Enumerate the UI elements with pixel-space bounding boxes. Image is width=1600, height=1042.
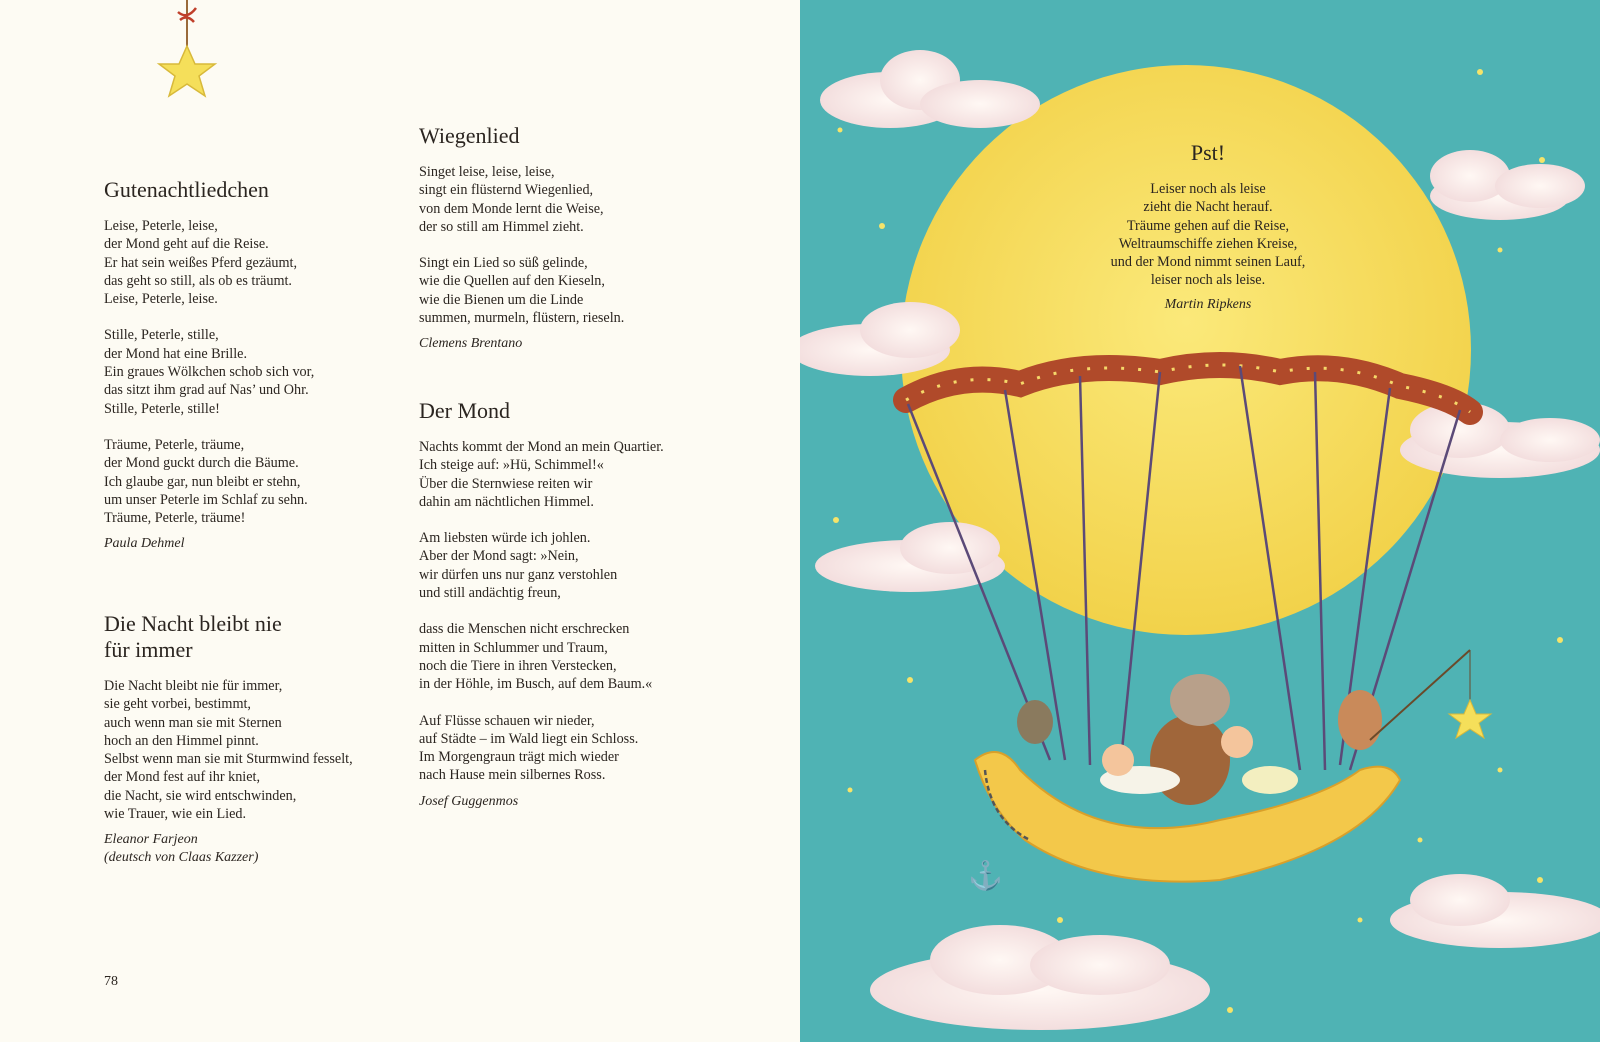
verse-line: wie die Quellen auf den Kieseln, [419, 273, 605, 290]
verse-line: das geht so still, als ob es träumt. [104, 272, 292, 289]
stanza [419, 254, 739, 327]
verse-line: Im Morgengraun trägt mich wieder [419, 749, 619, 766]
poem-author-line: Eleanor Farjeon [104, 832, 198, 848]
verse-line: Nachts kommt der Mond an mein Quartier. [419, 439, 664, 455]
verse-line: wie die Bienen um die Linde [419, 291, 584, 308]
verse-line: Ich steige auf: »Hü, Schimmel!« [419, 457, 604, 474]
stanza [104, 326, 404, 417]
poem-title: Gutenachtliedchen [104, 177, 269, 202]
verse-line: um unser Peterle im Schlaf zu sehn. [104, 491, 308, 508]
verse-line: Aber der Mond sagt: »Nein, [419, 548, 579, 565]
verse-line: Stille, Peterle, stille, [104, 327, 219, 344]
poem-author: Clemens Brentano [419, 336, 523, 352]
poem-pst [1058, 140, 1358, 314]
verse-line: Leiser noch als leise [1150, 181, 1266, 197]
verse-line: der so still am Himmel zieht. [419, 218, 584, 235]
verse-line: leiser noch als leise. [1150, 272, 1266, 289]
stanza [1058, 180, 1358, 290]
verse-line: Stille, Peterle, stille! [104, 400, 220, 417]
stanza [419, 712, 759, 785]
poem-gutenachtliedchen [104, 177, 404, 553]
page-number: 78 [104, 974, 118, 989]
verse-line: und der Mond nimmt seinen Lauf, [1110, 254, 1306, 271]
poem-title: Pst! [1190, 140, 1226, 165]
poem-title: Der Mond [419, 398, 511, 423]
poem-author: Paula Dehmel [104, 536, 185, 552]
stanza [419, 438, 759, 511]
verse-line: der Mond geht auf die Reise. [104, 236, 269, 253]
verse-line: und still andächtig freun, [419, 585, 561, 602]
verse-line: der Mond fest auf ihr kniet, [104, 769, 261, 786]
poem-title [104, 611, 404, 663]
verse-line: nach Hause mein silbernes Ross. [419, 767, 606, 784]
verse-line: dass die Menschen nicht erschrecken [419, 621, 630, 638]
poem-author: Martin Ripkens [1164, 296, 1252, 312]
stanza [104, 217, 404, 308]
verse-line: der Mond guckt durch die Bäume. [104, 455, 299, 472]
poem-title-line: Die Nacht bleibt nie [104, 611, 282, 636]
stanza [104, 677, 404, 823]
verse-line: Leise, Peterle, leise. [104, 291, 218, 308]
stanza [419, 620, 759, 693]
verse-line: wir dürfen uns nur ganz verstohlen [419, 566, 618, 583]
verse-line: mitten in Schlummer und Traum, [419, 639, 608, 656]
verse-line: Leise, Peterle, leise, [104, 218, 218, 234]
poem-wiegenlied [419, 123, 739, 353]
verse-line: Weltraumschiffe ziehen Kreise, [1118, 235, 1298, 252]
poem-translator-line: (deutsch von Claas Kazzer) [104, 850, 259, 866]
verse-line: Ich glaube gar, nun bleibt er stehn, [104, 473, 301, 490]
anchor-icon: ⚓ [968, 861, 1003, 892]
verse-line: der Mond hat eine Brille. [104, 345, 248, 362]
verse-line: Singt ein Lied so süß gelinde, [419, 255, 588, 272]
poem-der-mond [419, 398, 759, 811]
poem-title: Wiegenlied [419, 123, 520, 148]
verse-line: auf Städte – im Wald liegt ein Schloss. [419, 730, 639, 747]
verse-line: Auf Flüsse schauen wir nieder, [419, 712, 595, 729]
verse-line: summen, murmeln, flüstern, rieseln. [419, 310, 625, 327]
poem-title-line: für immer [104, 637, 193, 662]
poem-author: Josef Guggenmos [419, 793, 519, 809]
verse-line: zieht die Nacht herauf. [1143, 199, 1273, 216]
verse-line: Am liebsten würde ich johlen. [419, 530, 591, 547]
verse-line: die Nacht, sie wird entschwinden, [104, 787, 297, 804]
verse-line: Träume, Peterle, träume, [104, 436, 245, 453]
verse-line: Die Nacht bleibt nie für immer, [104, 678, 283, 694]
verse-line: dahin am nächtlichen Himmel. [419, 493, 594, 510]
verse-line: das sitzt ihm grad auf Nas’ und Ohr. [104, 382, 309, 399]
poem-die-nacht-bleibt-nie-fuer-immer [104, 611, 404, 867]
verse-line: Träume gehen auf die Reise, [1126, 217, 1290, 234]
verse-line: hoch an den Himmel pinnt. [104, 732, 259, 749]
verse-line: Er hat sein weißes Pferd gezäumt, [104, 254, 298, 271]
verse-line: noch die Tiere in ihren Verstecken, [419, 657, 617, 674]
stanza [419, 163, 739, 236]
verse-line: singt ein flüsternd Wiegenlied, [419, 182, 594, 199]
verse-line: Singet leise, leise, leise, [419, 164, 555, 180]
verse-line: von dem Monde lernt die Weise, [419, 200, 604, 217]
poem-author [104, 831, 404, 867]
verse-line: wie Trauer, wie ein Lied. [104, 806, 247, 823]
stanza [104, 436, 404, 527]
verse-line: Über die Sternwiese reiten wir [419, 475, 593, 492]
verse-line: Selbst wenn man sie mit Sturmwind fesselt, [104, 751, 353, 768]
stanza [419, 529, 759, 602]
verse-line: auch wenn man sie mit Sternen [104, 714, 282, 731]
verse-line: sie geht vorbei, bestimmt, [104, 696, 251, 713]
hanging-star-illustration [150, 0, 230, 110]
verse-line: Träume, Peterle, träume! [104, 510, 246, 527]
verse-line: Ein graues Wölkchen schob sich vor, [104, 364, 315, 381]
verse-line: in der Höhle, im Busch, auf dem Baum.« [419, 676, 653, 693]
